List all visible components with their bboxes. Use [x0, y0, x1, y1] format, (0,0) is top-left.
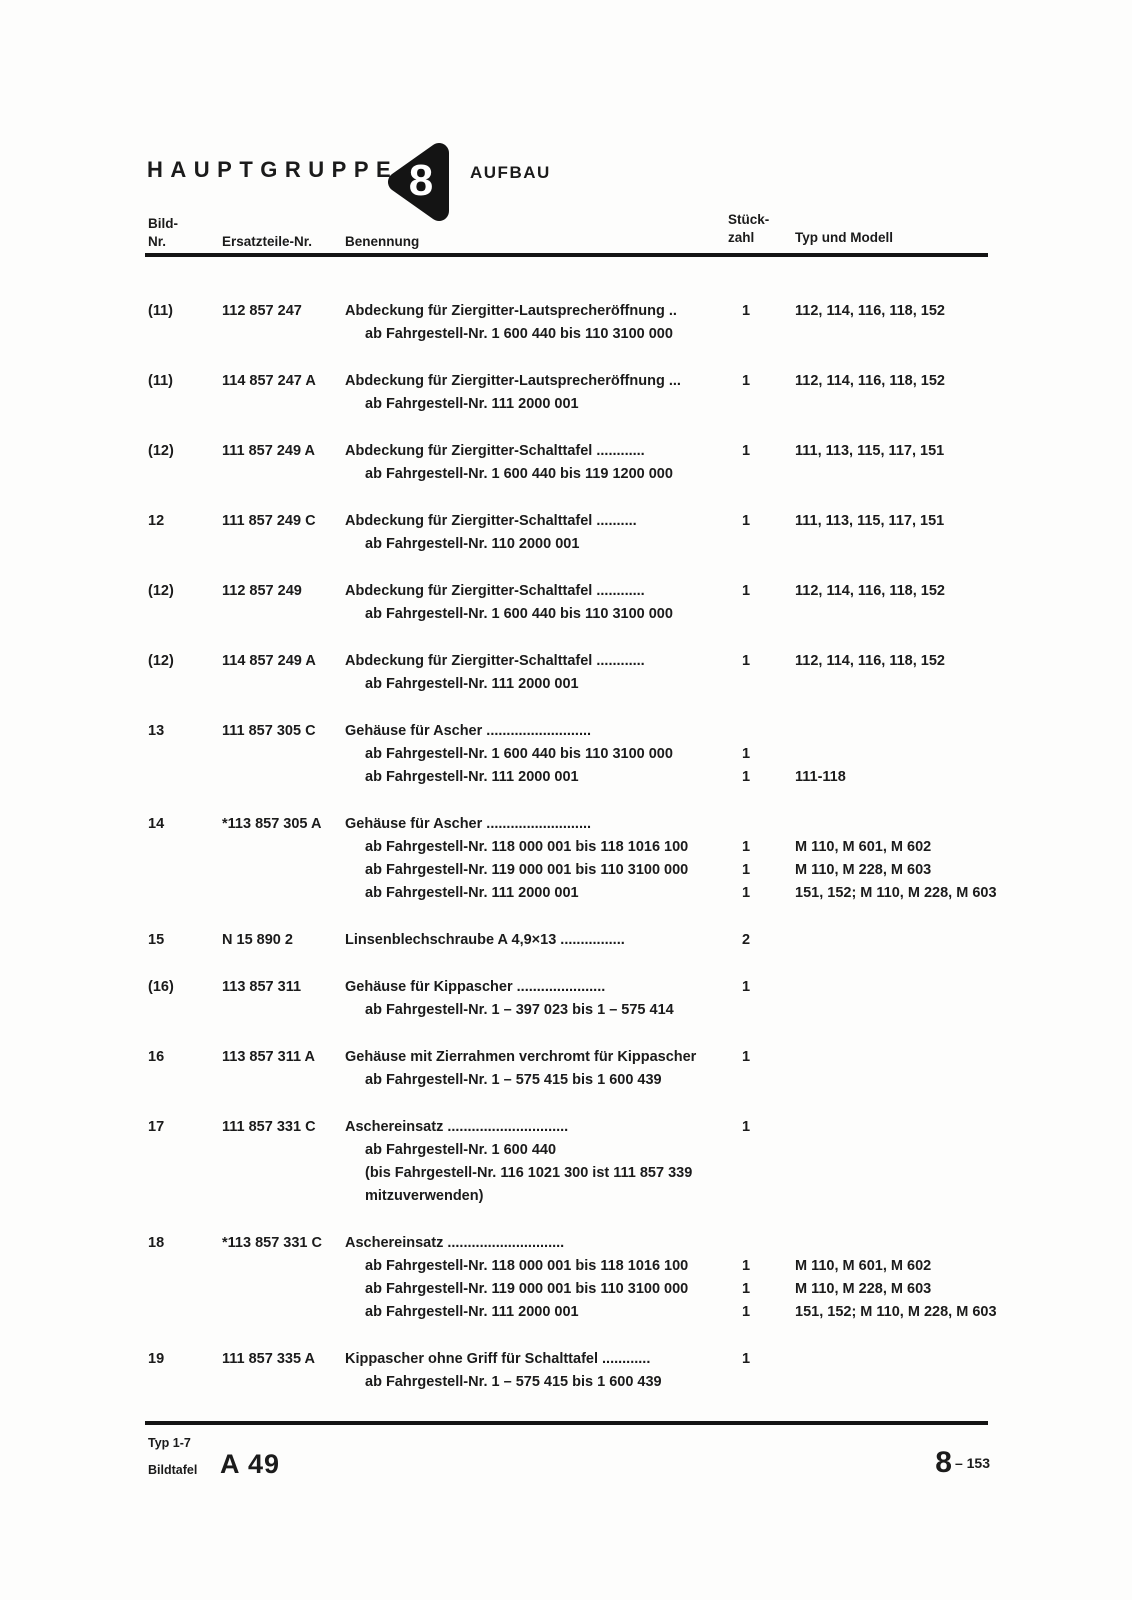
description-text: Aschereinsatz ..............................: [345, 1119, 569, 1135]
description-text: ab Fahrgestell-Nr. 119 000 001 bis 110 3100 000: [365, 862, 689, 878]
bild-nr-cell: (12): [148, 443, 174, 459]
part-number-cell: 113 857 311: [222, 979, 302, 995]
part-number-cell: 112 857 247: [222, 303, 302, 319]
table-row-line: [0, 606, 1132, 629]
part-number-cell: *113 857 331 C: [222, 1235, 322, 1251]
footer-plate-number: A 49: [220, 1449, 281, 1479]
description-text: ab Fahrgestell-Nr. 1 600 440: [365, 1142, 557, 1158]
bild-nr-cell: (11): [148, 373, 173, 389]
quantity-cell: 1: [742, 1049, 751, 1065]
group-number: 8: [408, 156, 434, 205]
footer-bildtafel-label: Bildtafel: [148, 1463, 198, 1477]
description-text: ab Fahrgestell-Nr. 1 600 440 bis 110 3100 000: [365, 326, 673, 342]
table-row-line: [0, 1281, 1132, 1304]
table-row-line: [0, 466, 1132, 489]
description-text: Gehäuse für Kippascher ......................: [345, 979, 606, 995]
bild-nr-cell: 14: [148, 816, 165, 832]
table-row-line: [0, 396, 1132, 419]
col-header-bild-line2: Nr.: [148, 234, 167, 249]
col-header-description: Benennung: [345, 234, 420, 249]
model-cell: 112, 114, 116, 118, 152: [795, 303, 945, 319]
table-row-line: [0, 932, 1132, 955]
quantity-cell: 1: [742, 303, 751, 319]
description-text: Gehäuse für Ascher ..........................: [345, 723, 592, 739]
part-number-cell: *113 857 305 A: [222, 816, 322, 832]
description-text: mitzuverwenden): [365, 1188, 484, 1204]
col-header-bild-line1: Bild-: [148, 216, 178, 231]
table-row-line: [0, 1049, 1132, 1072]
table-row-line: [0, 676, 1132, 699]
bild-nr-cell: 15: [148, 932, 165, 948]
description-text: ab Fahrgestell-Nr. 1 600 440 bis 110 3100 000: [365, 746, 673, 762]
bild-nr-cell: 19: [148, 1351, 165, 1367]
table-row-line: [0, 1165, 1132, 1188]
bild-nr-cell: (16): [148, 979, 174, 995]
part-number-cell: N 15 890 2: [222, 932, 293, 948]
model-cell: 111, 113, 115, 117, 151: [795, 513, 945, 529]
quantity-cell: 1: [742, 653, 751, 669]
table-row: [0, 932, 1132, 955]
quantity-cell: 1: [742, 583, 751, 599]
bild-nr-cell: 12: [148, 513, 165, 529]
quantity-cell: 1: [742, 746, 751, 762]
table-row-line: [0, 816, 1132, 839]
table-row-line: [0, 885, 1132, 908]
description-text: Linsenblechschraube A 4,9×13 ................: [345, 932, 625, 948]
table-row: [0, 723, 1132, 792]
description-text: ab Fahrgestell-Nr. 1 600 440 bis 119 1200 000: [365, 466, 673, 482]
description-text: ab Fahrgestell-Nr. 1 – 397 023 bis 1 – 575 414: [365, 1002, 674, 1018]
quantity-cell: 1: [742, 885, 751, 901]
description-text: ab Fahrgestell-Nr. 1 – 575 415 bis 1 600 439: [365, 1374, 662, 1390]
section-title: AUFBAU: [470, 163, 551, 182]
main-group-title: HAUPTGRUPPE: [147, 157, 399, 182]
model-cell: 111, 113, 115, 117, 151: [795, 443, 945, 459]
description-text: Kippascher ohne Griff für Schalttafel ............: [345, 1351, 651, 1367]
description-text: ab Fahrgestell-Nr. 111 2000 001: [365, 1304, 579, 1320]
quantity-cell: 1: [742, 1304, 751, 1320]
quantity-cell: 1: [742, 979, 751, 995]
quantity-cell: 1: [742, 1258, 751, 1274]
part-number-cell: 114 857 249 A: [222, 653, 316, 669]
table-row-line: [0, 373, 1132, 396]
description-text: Aschereinsatz .............................: [345, 1235, 565, 1251]
table-row-line: [0, 1142, 1132, 1165]
table-row: [0, 373, 1132, 419]
table-row: [0, 1049, 1132, 1095]
table-row-line: [0, 1304, 1132, 1327]
description-text: Abdeckung für Ziergitter-Schalttafel ............: [345, 653, 645, 669]
table-row-line: [0, 746, 1132, 769]
table-row-line: [0, 1072, 1132, 1095]
quantity-cell: 1: [742, 1351, 751, 1367]
parts-table: [0, 303, 1132, 1421]
model-cell: M 110, M 228, M 603: [795, 1281, 932, 1297]
table-row-line: [0, 1374, 1132, 1397]
page-number-minor: – 153: [954, 1455, 990, 1471]
bild-nr-cell: (12): [148, 653, 174, 669]
description-text: Abdeckung für Ziergitter-Schalttafel ............: [345, 443, 645, 459]
table-row: [0, 816, 1132, 908]
table-row-line: [0, 839, 1132, 862]
table-row-line: [0, 1351, 1132, 1374]
quantity-cell: 1: [742, 1119, 751, 1135]
description-text: ab Fahrgestell-Nr. 1 600 440 bis 110 3100 000: [365, 606, 673, 622]
description-text: ab Fahrgestell-Nr. 110 2000 001: [365, 536, 580, 552]
description-text: ab Fahrgestell-Nr. 118 000 001 bis 118 1016 100: [365, 1258, 689, 1274]
table-row-line: [0, 513, 1132, 536]
description-text: ab Fahrgestell-Nr. 1 – 575 415 bis 1 600 439: [365, 1072, 662, 1088]
part-number-cell: 113 857 311 A: [222, 1049, 315, 1065]
part-number-cell: 111 857 335 A: [222, 1351, 315, 1367]
quantity-cell: 1: [742, 839, 751, 855]
description-text: ab Fahrgestell-Nr. 111 2000 001: [365, 885, 579, 901]
table-row: [0, 583, 1132, 629]
quantity-cell: 1: [742, 443, 751, 459]
description-text: Abdeckung für Ziergitter-Lautsprecheröffnung ...: [345, 373, 681, 389]
table-row-line: [0, 303, 1132, 326]
table-row: [0, 653, 1132, 699]
table-row-line: [0, 443, 1132, 466]
table-row-line: [0, 1119, 1132, 1142]
bild-nr-cell: 17: [148, 1119, 165, 1135]
table-row-line: [0, 1235, 1132, 1258]
table-row-line: [0, 1188, 1132, 1211]
part-number-cell: 111 857 331 C: [222, 1119, 316, 1135]
col-header-quantity-line1: Stück-: [728, 212, 770, 227]
model-cell: 112, 114, 116, 118, 152: [795, 653, 945, 669]
footer-divider: [145, 1421, 988, 1425]
footer-typ-range: Typ 1-7: [148, 1436, 191, 1450]
quantity-cell: 1: [742, 1281, 751, 1297]
page-number-major: 8: [935, 1446, 952, 1479]
footer-page-number: [880, 1446, 990, 1480]
model-cell: M 110, M 601, M 602: [795, 839, 932, 855]
table-row-line: [0, 723, 1132, 746]
part-number-cell: 111 857 249 C: [222, 513, 316, 529]
model-cell: 112, 114, 116, 118, 152: [795, 373, 945, 389]
col-header-part-number: Ersatzteile-Nr.: [222, 234, 313, 249]
table-row-line: [0, 326, 1132, 349]
part-number-cell: 111 857 249 A: [222, 443, 315, 459]
quantity-cell: 1: [742, 373, 751, 389]
table-row-line: [0, 1258, 1132, 1281]
bild-nr-cell: 18: [148, 1235, 165, 1251]
table-row-line: [0, 583, 1132, 606]
table-row: [0, 1351, 1132, 1397]
header-divider: [145, 253, 988, 257]
table-row-line: [0, 653, 1132, 676]
quantity-cell: 1: [742, 769, 751, 785]
part-number-cell: 112 857 249: [222, 583, 302, 599]
table-row-line: [0, 769, 1132, 792]
quantity-cell: 2: [742, 932, 751, 948]
part-number-cell: 114 857 247 A: [222, 373, 316, 389]
model-cell: 151, 152; M 110, M 228, M 603: [795, 885, 997, 901]
table-row: [0, 979, 1132, 1025]
model-cell: M 110, M 228, M 603: [795, 862, 932, 878]
group-number-badge: [385, 136, 451, 228]
description-text: Gehäuse für Ascher ..........................: [345, 816, 592, 832]
table-row: [0, 443, 1132, 489]
description-text: ab Fahrgestell-Nr. 111 2000 001: [365, 396, 579, 412]
col-header-quantity-line2: zahl: [728, 230, 755, 245]
bild-nr-cell: 16: [148, 1049, 165, 1065]
model-cell: 151, 152; M 110, M 228, M 603: [795, 1304, 997, 1320]
description-text: Abdeckung für Ziergitter-Schalttafel ............: [345, 583, 645, 599]
table-row: [0, 1119, 1132, 1211]
description-text: Abdeckung für Ziergitter-Lautsprecheröffnung ..: [345, 303, 677, 319]
bild-nr-cell: (12): [148, 583, 174, 599]
quantity-cell: 1: [742, 513, 751, 529]
table-row-line: [0, 979, 1132, 1002]
table-row: [0, 1235, 1132, 1327]
table-row: [0, 513, 1132, 559]
table-row-line: [0, 862, 1132, 885]
col-header-type-model: Typ und Modell: [795, 230, 893, 245]
quantity-cell: 1: [742, 862, 751, 878]
bild-nr-cell: (11): [148, 303, 173, 319]
table-row: [0, 303, 1132, 349]
description-text: Gehäuse mit Zierrahmen verchromt für Kippascher: [345, 1049, 697, 1065]
description-text: ab Fahrgestell-Nr. 111 2000 001: [365, 676, 579, 692]
model-cell: M 110, M 601, M 602: [795, 1258, 932, 1274]
part-number-cell: 111 857 305 C: [222, 723, 316, 739]
table-row-line: [0, 536, 1132, 559]
table-row-line: [0, 1002, 1132, 1025]
description-text: (bis Fahrgestell-Nr. 116 1021 300 ist 111 857 339: [365, 1165, 693, 1181]
description-text: ab Fahrgestell-Nr. 119 000 001 bis 110 3100 000: [365, 1281, 689, 1297]
model-cell: 112, 114, 116, 118, 152: [795, 583, 945, 599]
bild-nr-cell: 13: [148, 723, 165, 739]
description-text: Abdeckung für Ziergitter-Schalttafel ..........: [345, 513, 637, 529]
description-text: ab Fahrgestell-Nr. 111 2000 001: [365, 769, 579, 785]
description-text: ab Fahrgestell-Nr. 118 000 001 bis 118 1016 100: [365, 839, 689, 855]
model-cell: 111-118: [795, 769, 846, 785]
